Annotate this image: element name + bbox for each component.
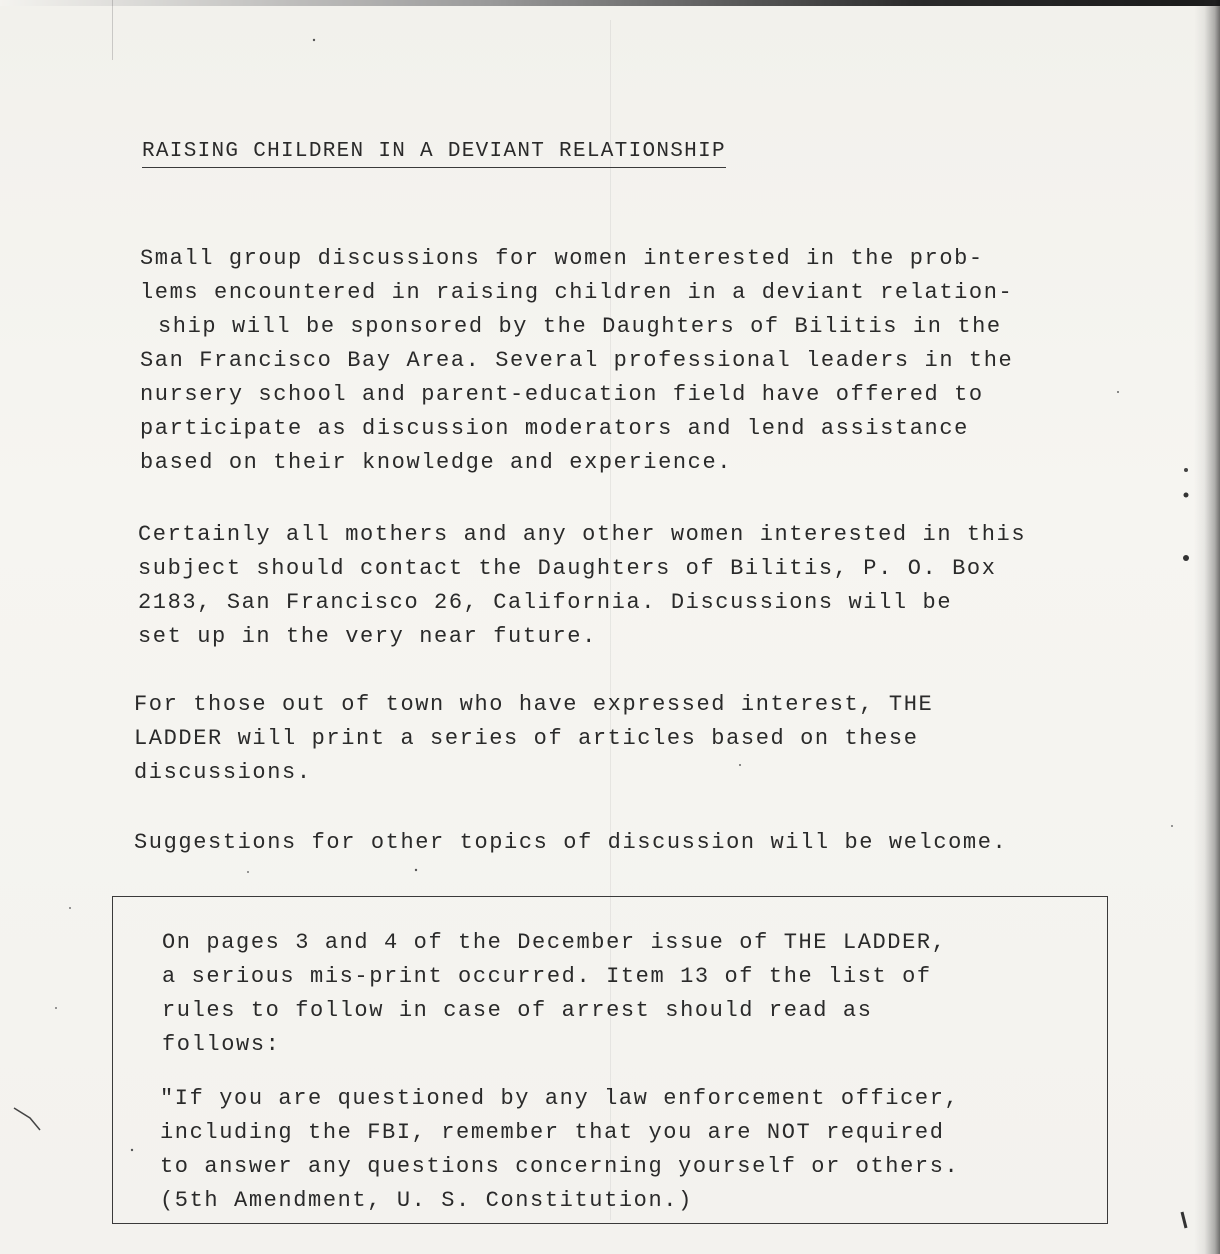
paragraph-line: lems encountered in raising children in a deviant relation- (140, 280, 1014, 305)
speck (69, 907, 71, 909)
notice-line: including the FBI, remember that you are NOT required (160, 1120, 945, 1145)
notice-line: rules to follow in case of arrest should read as (162, 998, 873, 1023)
speck (1117, 391, 1119, 393)
speck (1184, 468, 1188, 472)
speck (313, 39, 315, 41)
paragraph-line: Small group discussions for women interested in the prob- (140, 246, 984, 271)
page-right-edge-shadow (1194, 0, 1220, 1254)
page-margin-mark (112, 0, 113, 60)
speck (1183, 555, 1189, 561)
speck (1184, 493, 1189, 498)
notice-quoted-rule (160, 1082, 959, 1218)
notice-intro (162, 926, 947, 1062)
paragraph-contact-info (138, 518, 1026, 654)
paragraph-out-of-town (134, 688, 933, 790)
paragraph-line: nursery school and parent-education field have offered to (140, 382, 984, 407)
paragraph-line: 2183, San Francisco 26, California. Discussions will be (138, 590, 953, 615)
paragraph-discussion-announcement (140, 242, 1013, 480)
paragraph-line: LADDER will print a series of articles based on these (134, 726, 919, 751)
paragraph-line: For those out of town who have expressed interest, THE (134, 692, 934, 717)
paragraph-line: San Francisco Bay Area. Several professional leaders in the (140, 348, 1014, 373)
notice-line: to answer any questions concerning yourself or others. (160, 1154, 960, 1179)
paragraph-suggestions (134, 826, 1007, 860)
paragraph-line: subject should contact the Daughters of Bilitis, P. O. Box (138, 556, 997, 581)
paragraph-line: ship will be sponsored by the Daughters of Bilitis in the (158, 314, 1002, 339)
notice-line: follows: (162, 1032, 281, 1057)
paragraph-line: participate as discussion moderators and lend assistance (140, 416, 969, 441)
right-edge-mark (1182, 1212, 1186, 1228)
speck (55, 1007, 57, 1009)
speck (247, 871, 249, 873)
margin-scribble (14, 1108, 40, 1130)
speck (1171, 825, 1173, 827)
notice-line: (5th Amendment, U. S. Constitution.) (160, 1188, 693, 1213)
paragraph-line: Suggestions for other topics of discussion will be welcome. (134, 830, 1008, 855)
paragraph-line: set up in the very near future. (138, 624, 597, 649)
paragraph-line: Certainly all mothers and any other women interested in this (138, 522, 1027, 547)
page-title: RAISING CHILDREN IN A DEVIANT RELATIONSHIP (142, 140, 726, 168)
paragraph-line: discussions. (134, 760, 312, 785)
notice-line: On pages 3 and 4 of the December issue of THE LADDER, (162, 930, 947, 955)
notice-line: "If you are questioned by any law enforcement officer, (160, 1086, 960, 1111)
paragraph-line: based on their knowledge and experience. (140, 450, 733, 475)
notice-line: a serious mis-print occurred. Item 13 of the list of (162, 964, 932, 989)
page-top-edge-shadow (0, 0, 1220, 6)
speck (415, 869, 417, 871)
